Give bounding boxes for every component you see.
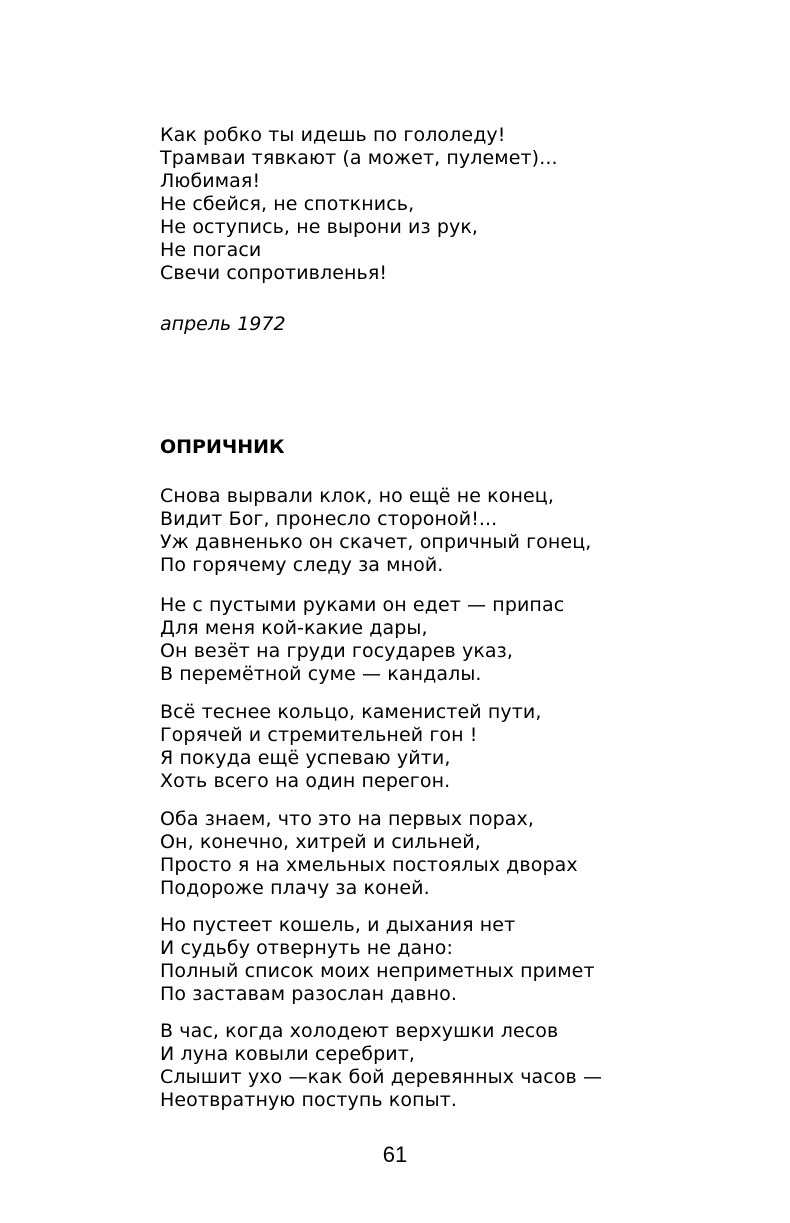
poem-line: Всё теснее кольцо, каменистей пути, [160, 701, 542, 723]
poem-line: Хоть всего на один перегон. [160, 770, 451, 792]
poem-line: В час, когда холодеют верхушки лесов [160, 1020, 559, 1042]
poem-line: По горячему следу за мной. [160, 554, 444, 576]
stanza-3 [160, 701, 541, 793]
poem-line: Не сбейся, не споткнись, [160, 193, 415, 215]
page-number: 61 [382, 1142, 408, 1167]
stanza-4 [160, 808, 578, 900]
poem-line: Любимая! [160, 170, 261, 192]
poem-line: Подороже плачу за коней. [160, 877, 430, 899]
poem-title: ОПРИЧНИК [160, 436, 285, 458]
poem-line: Он, конечно, хитрей и сильней, [160, 831, 481, 853]
poem-line: Слышит ухо —как бой деревянных часов — [160, 1066, 603, 1088]
poem-line: Трамваи тявкают (а может, пулемет)... [160, 147, 558, 169]
poem-line: Уж давненько он скачет, опричный гонец, [160, 531, 592, 553]
poem-line: По заставам разослан давно. [160, 983, 457, 1005]
poem-line: Снова вырвали клок, но ещё не конец, [160, 485, 554, 507]
poem-line: Неотвратную поступь копыт. [160, 1089, 458, 1111]
poem-line: Оба знаем, что это на первых порах, [160, 808, 535, 830]
poem-line: И луна ковыли серебрит, [160, 1043, 415, 1065]
stanza-1 [160, 485, 591, 577]
poem-line: Я покуда ещё успеваю уйти, [160, 747, 451, 769]
poem-line: И судьбу отвернуть не дано: [160, 937, 453, 959]
poem-date: апрель 1972 [160, 313, 286, 335]
stanza-5 [160, 914, 595, 1006]
stanza-2 [160, 594, 564, 686]
poem-line: Свечи сопротивленья! [160, 262, 388, 284]
poem-line: Просто я на хмельных постоялых дворах [160, 854, 578, 876]
poem-line: Не с пустыми руками он едет — припас [160, 594, 565, 616]
stanza-6 [160, 1020, 602, 1112]
poem-1-text [160, 124, 558, 285]
poem-line: Но пустеет кошель, и дыхания нет [160, 914, 516, 936]
poem-line: Не оступись, не вырони из рук, [160, 216, 479, 238]
poem-line: Не погаси [160, 239, 262, 261]
poem-line: Как робко ты идешь по гололеду! [160, 124, 506, 146]
poem-line: Он везёт на груди государев указ, [160, 640, 513, 662]
poem-line: Видит Бог, пронесло стороной!... [160, 508, 498, 530]
poem-line: Полный список моих неприметных примет [160, 960, 595, 982]
poem-line: В перемётной суме — кандалы. [160, 663, 482, 685]
poem-line: Для меня кой-какие дары, [160, 617, 428, 639]
poem-line: Горячей и стремительней гон ! [160, 724, 478, 746]
